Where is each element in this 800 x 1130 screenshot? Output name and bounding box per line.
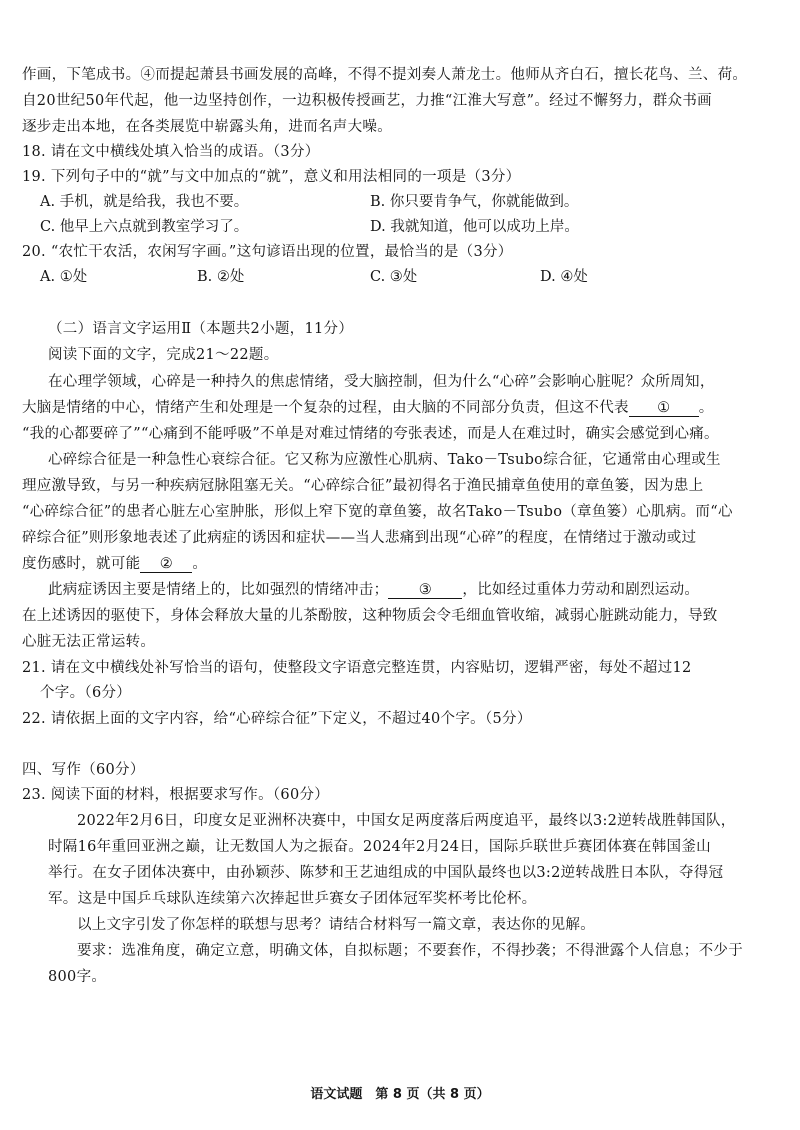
question-19-stem: 19. 下列句子中的“就”与文中加点的“就”，意义和用法相同的一项是（3分）	[22, 169, 521, 185]
passage-line-with-blank	[22, 553, 782, 575]
question-21-cont: 个字。（6分）	[40, 685, 132, 701]
section-2-heading: （二）语言文字运用Ⅱ（本题共2小题，11分）	[48, 321, 354, 337]
question-22: 22. 请依据上面的文字内容，给“心碎综合征”下定义，不超过40个字。（5分）	[22, 711, 532, 727]
question-21: 21. 请在文中横线处补写恰当的语句，使整段文字语意完整连贯，内容贴切，逻辑严密，每处不超过12	[22, 660, 692, 676]
passage-text: 。	[698, 400, 714, 416]
writing-prompt: 以上文字引发了你怎样的联想与思考？请结合材料写一篇文章，表达你的见解。	[77, 917, 595, 933]
material-line: 举行。在女子团体决赛中，由孙颖莎、陈梦和王艺迪组成的中国队最终也以3:2逆转战胜日本队，夺得冠	[48, 865, 724, 881]
question-19-option-d: D. 我就知道，他可以成功上岸。	[370, 219, 579, 235]
page-footer: 语文试题 第 8 页（共 8 页）	[310, 1087, 490, 1102]
question-20-option-a: A. ①处	[40, 269, 88, 285]
question-20-option-d: D. ④处	[540, 269, 588, 285]
passage-line: “心碎综合征”的患者心脏左心室肿胀，形似上窄下宽的章鱼篓，故名Tako－Tsubo（章鱼篓）心肌病。而“心	[22, 504, 733, 520]
passage-text: 度伤感时，就可能	[22, 556, 141, 572]
passage-text: 此病症诱因主要是情绪上的，比如强烈的情绪冲击；	[48, 582, 389, 598]
material-line: 2022年2月6日，印度女足亚洲杯决赛中，中国女足两度落后两度追平，最终以3:2逆转战胜韩国队，	[77, 813, 736, 829]
passage-line: 逐步走出本地，在各类展览中崭露头角，进而名声大噪。	[22, 119, 392, 135]
question-23: 23. 阅读下面的材料，根据要求写作。（60分）	[22, 787, 330, 803]
passage-line: 心碎综合征是一种急性心衰综合征。它又称为应激性心肌病、Tako－Tsubo综合征，它通常由心理或生	[48, 452, 721, 468]
question-19-option-c: C. 他早上六点就到教室学习了。	[40, 219, 249, 235]
question-18: 18. 请在文中横线处填入恰当的成语。（3分）	[22, 144, 320, 160]
section-4-heading: 四、写作（60分）	[22, 762, 145, 778]
blank-number: ②	[159, 556, 174, 572]
section-2-instruction: 阅读下面的文字，完成21～22题。	[48, 347, 279, 363]
passage-line: 作画，下笔成书。④而提起萧县书画发展的高峰，不得不提刘奏人萧龙士。他师从齐白石，擅长花鸟、兰、荷。	[22, 67, 748, 83]
passage-line: 在心理学领域，心碎是一种持久的焦虑情绪，受大脑控制，但为什么“心碎”会影响心脏呢？众所周知，	[48, 374, 715, 390]
passage-text: ，比如经过重体力劳动和剧烈运动。	[462, 582, 700, 598]
writing-requirements-cont: 800字。	[48, 969, 107, 985]
answer-blank-1[interactable]	[629, 399, 699, 417]
passage-line: 心脏无法正常运转。	[22, 634, 156, 650]
answer-blank-2[interactable]	[140, 555, 192, 573]
question-20-stem: 20. “农忙干农活，农闲写字画。”这句谚语出现的位置，最恰当的是（3分）	[22, 244, 513, 260]
question-20-option-b: B. ②处	[197, 269, 245, 285]
passage-line: 理应激导致，与另一种疾病冠脉阻塞无关。“心碎综合征”最初得名于渔民捕章鱼使用的章鱼篓，因为患上	[22, 478, 704, 494]
passage-line-with-blank	[48, 579, 800, 601]
passage-line: 自20世纪50年代起，他一边坚持创作，一边积极传授画艺，力推“江淮大写意”。经过不懈努力，群众书画	[22, 93, 712, 109]
passage-line: “我的心都要碎了”“心痛到不能呼吸”不单是对难过情绪的夸张表述，而是人在难过时，确实会感觉到心痛。	[22, 426, 719, 442]
blank-number: ①	[657, 400, 671, 416]
passage-line-with-blank	[22, 397, 782, 419]
passage-line: 在上述诱因的驱使下，身体会释放大量的儿茶酚胺，这种物质会令毛细血管收缩，减弱心脏跳动能力，导致	[22, 608, 718, 624]
passage-text: 。	[192, 556, 208, 572]
blank-number: ③	[418, 582, 433, 598]
material-line: 军。这是中国乒乓球队连续第六次捧起世乒赛女子团体冠军奖杯考比伦杯。	[48, 891, 537, 907]
question-19-option-a: A. 手机，就是给我，我也不要。	[40, 194, 249, 210]
material-line: 时隔16年重回亚洲之巅，让无数国人为之振奋。2024年2月24日，国际乒联世乒赛团体赛在韩国釜山	[48, 839, 711, 855]
writing-requirements: 要求：选准角度，确定立意，明确文体，自拟标题；不要套作，不得抄袭；不得泄露个人信息；不少于	[77, 943, 743, 959]
passage-line: 碎综合征”则形象地表述了此病症的诱因和症状——当人悲痛到出现“心碎”的程度，在情绪过于激动或过	[22, 530, 697, 546]
answer-blank-3[interactable]	[388, 581, 462, 599]
passage-text: 大脑是情绪的中心，情绪产生和处理是一个复杂的过程，由大脑的不同部分负责，但这不代表	[22, 400, 629, 416]
question-20-option-c: C. ③处	[370, 269, 418, 285]
question-19-option-b: B. 你只要肯争气，你就能做到。	[370, 194, 579, 210]
